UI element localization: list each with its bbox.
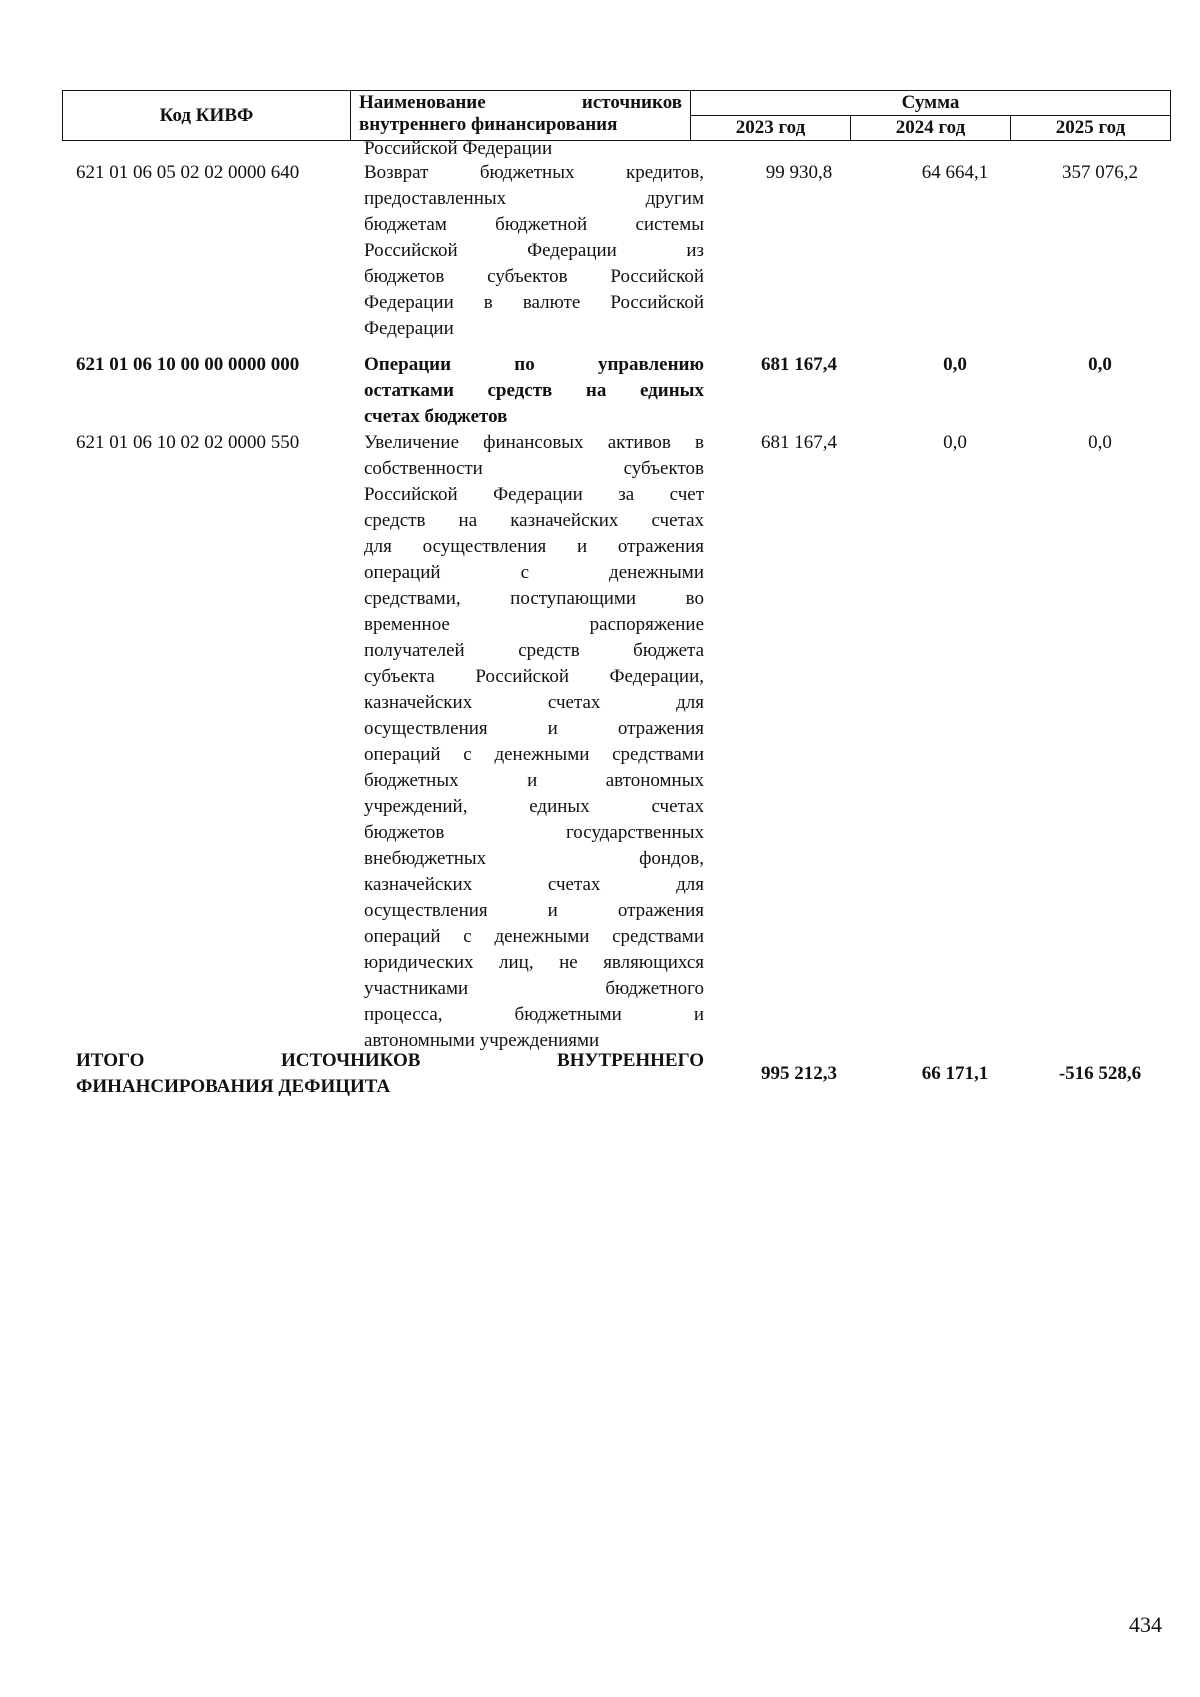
header-year-2025: 2025 год	[1011, 116, 1171, 141]
name-line: внебюджетных фондов,	[364, 848, 704, 869]
name-line: предоставленных другим	[364, 188, 704, 209]
name-line: осуществления и отражения	[364, 718, 704, 739]
header-year-2024: 2024 год	[851, 116, 1011, 141]
name-line: бюджетных и автономных	[364, 770, 704, 791]
name-line: автономными учреждениями	[364, 1030, 600, 1051]
row-name	[364, 160, 704, 342]
total-label	[76, 1048, 704, 1100]
name-line: Федерации	[364, 318, 454, 339]
name-line: казначейских счетах для	[364, 692, 704, 713]
name-line: счетах бюджетов	[364, 406, 508, 427]
name-line: бюджетам бюджетной системы	[364, 214, 704, 235]
name-line: учреждений, единых счетах	[364, 796, 704, 817]
name-line: операций с денежными	[364, 562, 704, 583]
row-name	[364, 430, 704, 1054]
value-2023: 681 167,4	[761, 432, 837, 453]
total-label-line2: ФИНАНСИРОВАНИЯ ДЕФИЦИТА	[76, 1076, 391, 1097]
total-label-line1: ИТОГО ИСТОЧНИКОВ ВНУТРЕННЕГО	[76, 1050, 704, 1071]
name-line: Российской Федерации за счет	[364, 484, 704, 505]
name-line: Возврат бюджетных кредитов,	[364, 162, 704, 183]
header-name-line2: внутреннего финансирования	[359, 114, 618, 135]
row-name	[364, 136, 704, 162]
name-line: остатками средств на единых	[364, 380, 704, 401]
total-value-2023: 995 212,3	[761, 1063, 837, 1084]
name-line: бюджетов субъектов Российской	[364, 266, 704, 287]
name-line: юридических лиц, не являющихся	[364, 952, 704, 973]
name-line: процесса, бюджетными и	[364, 1004, 704, 1025]
name-line: средств на казначейских счетах	[364, 510, 704, 531]
name-line: операций с денежными средствами	[364, 744, 704, 765]
value-2025: 357 076,2	[1062, 162, 1138, 183]
header-code-column: Код КИВФ	[63, 91, 351, 141]
row-code: 621 01 06 10 02 02 0000 550	[76, 432, 300, 453]
row-code: 621 01 06 10 00 00 0000 000	[76, 354, 300, 375]
value-2025: 0,0	[1088, 354, 1112, 375]
name-line: операций с денежными средствами	[364, 926, 704, 947]
value-2024: 0,0	[943, 432, 967, 453]
name-line: осуществления и отражения	[364, 900, 704, 921]
value-2023: 681 167,4	[761, 354, 837, 375]
name-line: Федерации в валюте Российской	[364, 292, 704, 313]
value-2023: 99 930,8	[765, 162, 833, 183]
name-line: участниками бюджетного	[364, 978, 704, 999]
name-line: временное распоряжение	[364, 614, 704, 635]
name-line: бюджетов государственных	[364, 822, 704, 843]
name-line: субъекта Российской Федерации,	[364, 666, 704, 687]
name-line: Российской Федерации из	[364, 240, 704, 261]
name-line: Увеличение финансовых активов в	[364, 432, 704, 453]
name-line: Операции по управлению	[364, 354, 704, 375]
name-line: Российской Федерации	[364, 138, 553, 159]
row-code: 621 01 06 05 02 02 0000 640	[76, 162, 300, 183]
row-name	[364, 352, 704, 430]
total-value-2024: 66 171,1	[921, 1063, 989, 1084]
value-2024: 0,0	[943, 354, 967, 375]
header-name-column	[351, 91, 691, 141]
header-name-word1: Наименование	[359, 92, 486, 113]
name-line: собственности субъектов	[364, 458, 704, 479]
name-line: казначейских счетах для	[364, 874, 704, 895]
value-2025: 0,0	[1088, 432, 1112, 453]
header-name-word2: источников	[581, 92, 682, 113]
header-year-2023: 2023 год	[691, 116, 851, 141]
table-header	[62, 90, 1171, 141]
name-line: средствами, поступающими во	[364, 588, 704, 609]
name-line: для осуществления и отражения	[364, 536, 704, 557]
page-number: 434	[1129, 1612, 1162, 1637]
name-line: получателей средств бюджета	[364, 640, 704, 661]
header-sum-column: Сумма	[691, 91, 1171, 116]
total-value-2025: -516 528,6	[1058, 1063, 1142, 1084]
value-2024: 64 664,1	[921, 162, 989, 183]
